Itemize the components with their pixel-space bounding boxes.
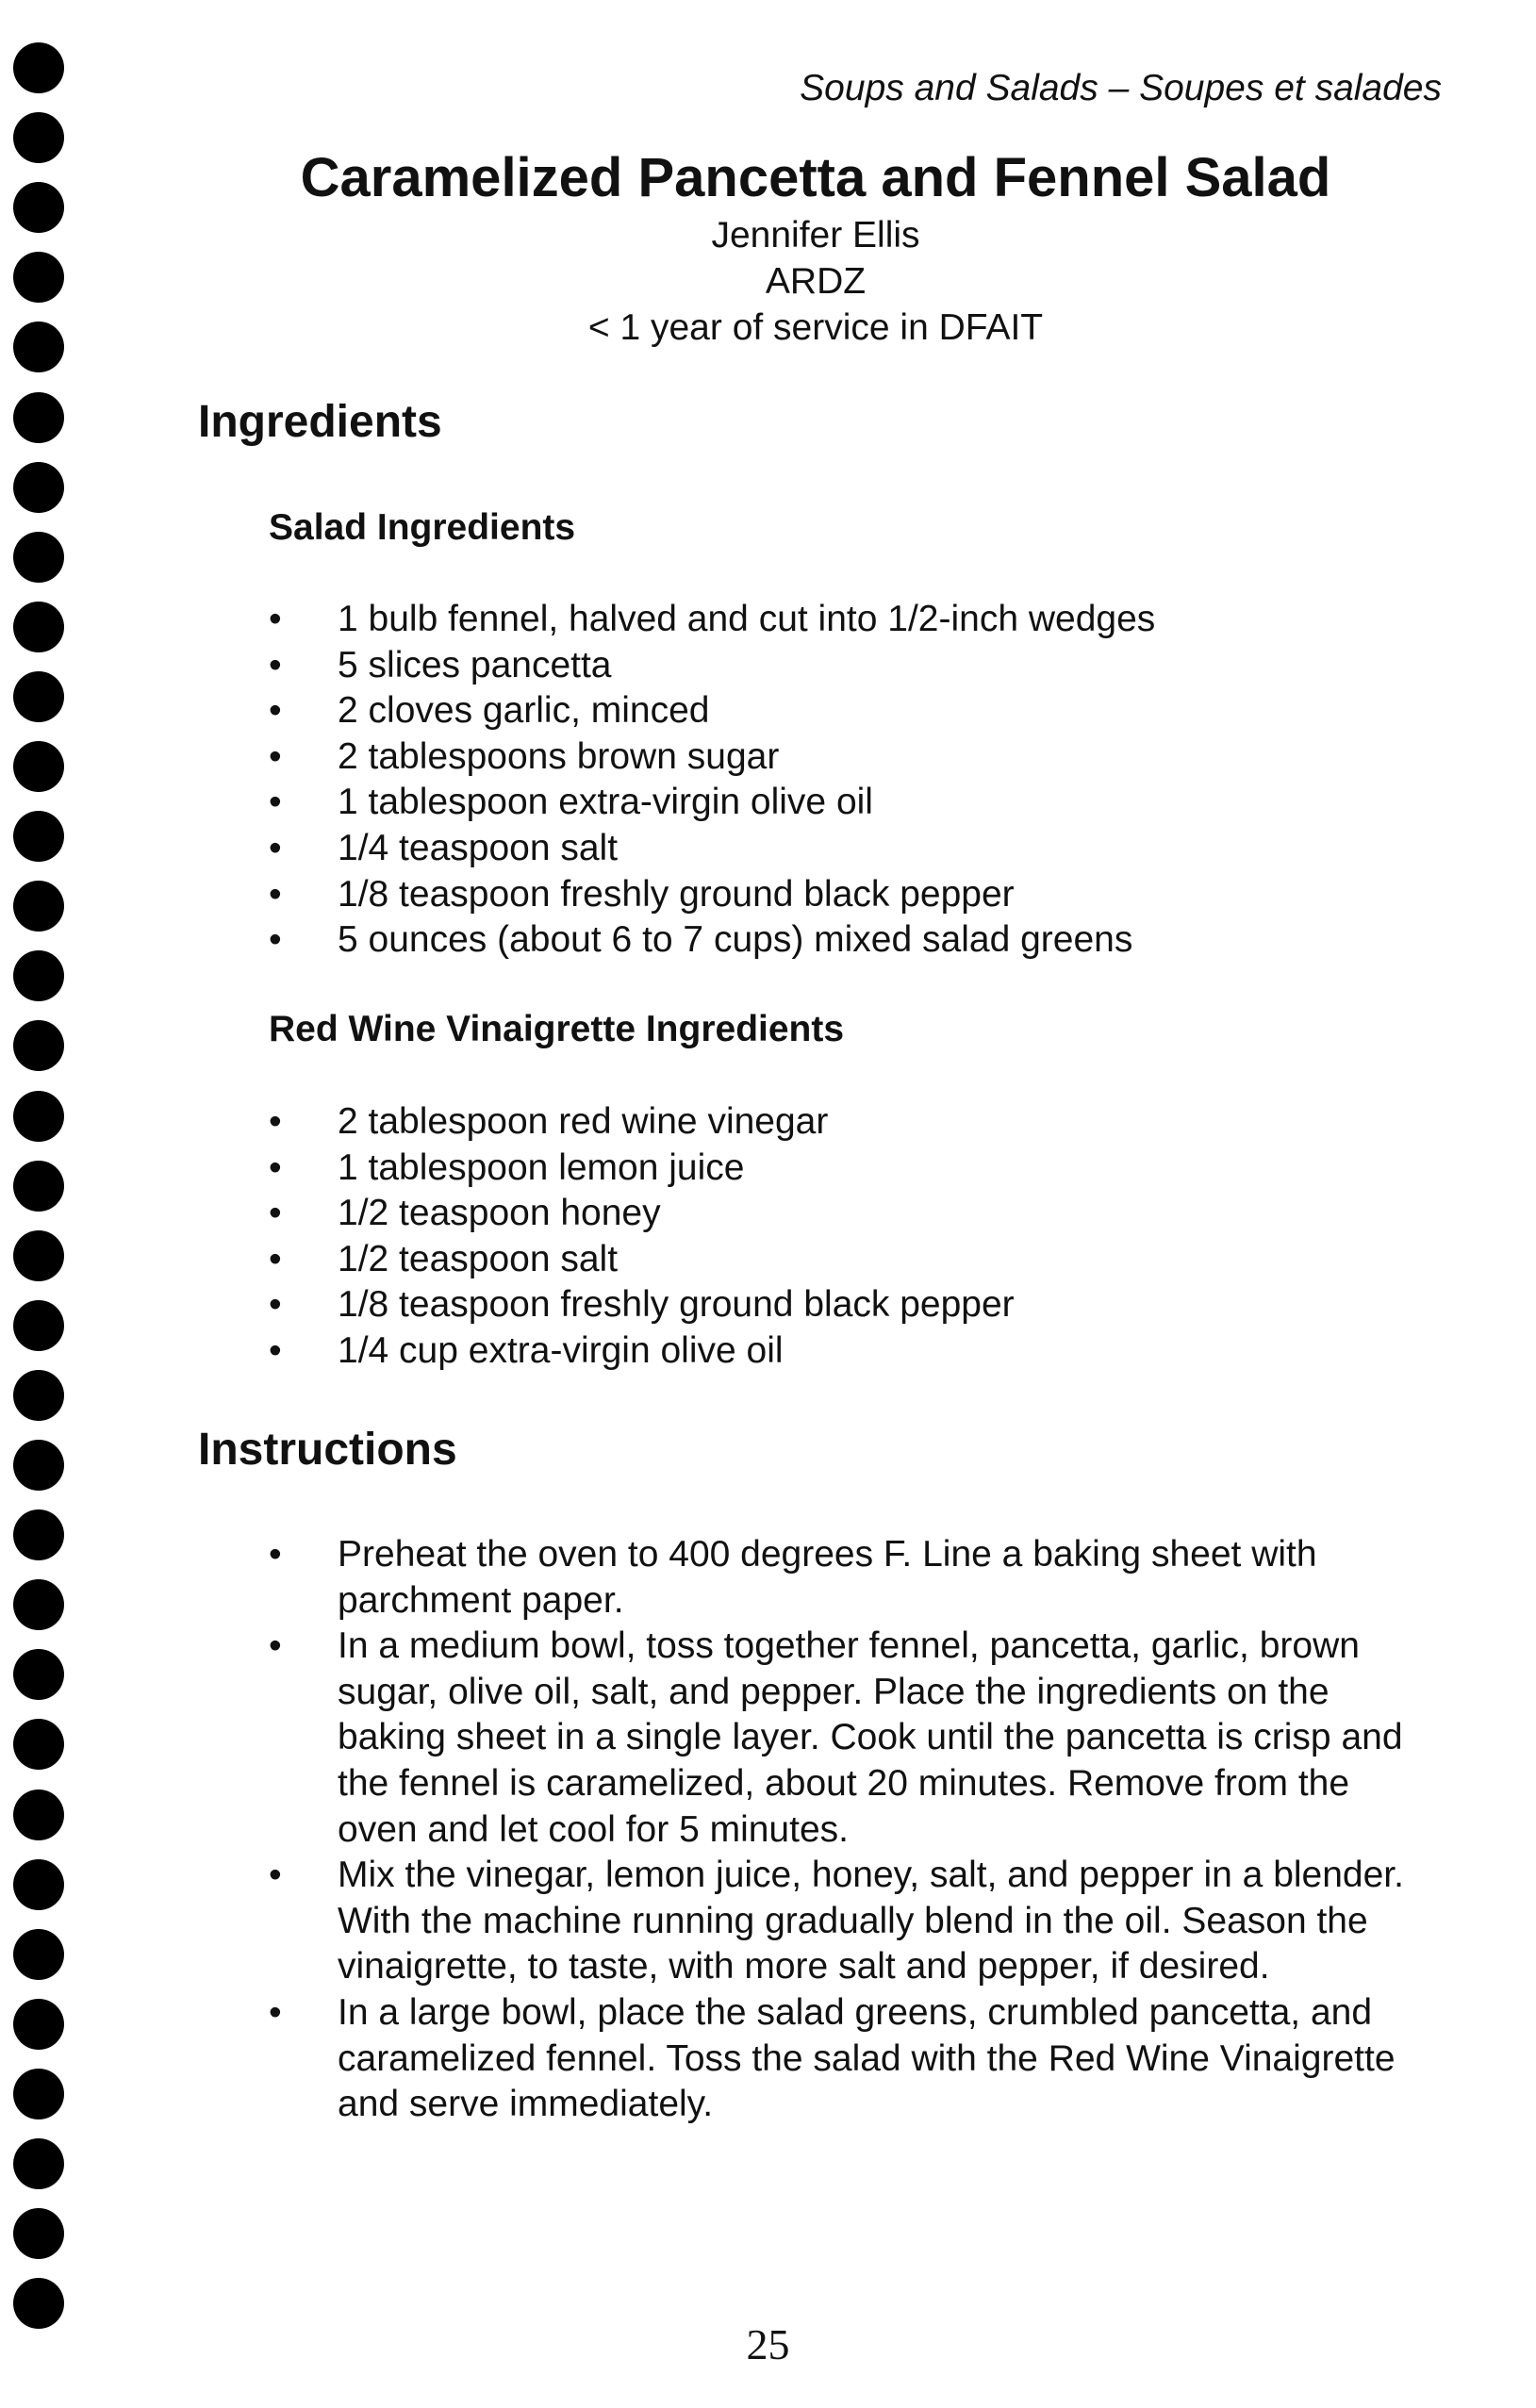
ingredient-item: • 1 bulb fennel, halved and cut into 1/2-inch wedges xyxy=(269,597,1438,643)
salad-ingredients-heading: Salad Ingredients xyxy=(269,507,576,548)
recipe-title: Caramelized Pancetta and Fennel Salad xyxy=(300,147,1331,208)
instruction-step: • In a medium bowl, toss together fennel, pancetta, garlic, brown sugar, olive oil, salt, and pepper. Place the ingredients on the baking sheet in a single layer. Cook until the pancetta is crisp and the fennel is caramelized, about 20 minutes. Remove from the oven and let cool for 5 minutes. xyxy=(269,1624,1419,1853)
binder-hole xyxy=(13,1440,64,1491)
ingredient-item: • 1 tablespoon lemon juice xyxy=(269,1146,1438,1192)
binder-hole xyxy=(13,950,64,1001)
vinaigrette-ingredient-list xyxy=(269,1099,1438,1375)
binder-hole xyxy=(13,2208,64,2259)
binder-hole xyxy=(13,112,64,163)
binder-hole xyxy=(13,42,64,93)
ingredient-item: • 1/2 teaspoon honey xyxy=(269,1191,1438,1237)
binder-hole xyxy=(13,602,64,652)
binder-hole xyxy=(13,1929,64,1980)
ingredient-item: • 2 cloves garlic, minced xyxy=(269,688,1438,734)
page-number: 25 xyxy=(746,2320,790,2368)
author-name: Jennifer Ellis xyxy=(711,215,920,256)
binder-hole xyxy=(13,182,64,233)
binder-hole xyxy=(13,1020,64,1071)
binder-hole xyxy=(13,1300,64,1351)
binder-hole xyxy=(13,1091,64,1142)
binder-hole xyxy=(13,1230,64,1281)
binder-hole xyxy=(13,392,64,443)
binder-hole xyxy=(13,462,64,513)
binder-hole xyxy=(13,1161,64,1212)
ingredient-item: • 1/4 teaspoon salt xyxy=(269,826,1438,872)
binder-hole xyxy=(13,881,64,932)
binder-hole xyxy=(13,811,64,862)
ingredient-item: • 2 tablespoon red wine vinegar xyxy=(269,1099,1438,1146)
binder-hole xyxy=(13,1790,64,1840)
binder-hole xyxy=(13,532,64,583)
binder-hole xyxy=(13,1370,64,1421)
ingredient-item: • 1/8 teaspoon freshly ground black pepper xyxy=(269,1282,1438,1328)
binder-hole xyxy=(13,322,64,372)
binder-hole xyxy=(13,671,64,722)
ingredient-item: • 1 tablespoon extra-virgin olive oil xyxy=(269,780,1438,826)
binder-hole xyxy=(13,1859,64,1910)
binder-hole xyxy=(13,1719,64,1770)
binder-hole xyxy=(13,1509,64,1560)
ingredient-item: • 5 slices pancetta xyxy=(269,643,1438,689)
instruction-step: • Mix the vinegar, lemon juice, honey, salt, and pepper in a blender. With the machine running gradually blend in the oil. Season the vinaigrette, to taste, with more salt and pepper, if desired. xyxy=(269,1853,1419,1990)
instructions-heading: Instructions xyxy=(198,1425,457,1475)
author-division: ARDZ xyxy=(765,261,867,302)
ingredient-item: • 5 ounces (about 6 to 7 cups) mixed salad greens xyxy=(269,917,1438,964)
vinaigrette-ingredients-heading: Red Wine Vinaigrette Ingredients xyxy=(269,1009,845,1049)
ingredient-item: • 1/4 cup extra-virgin olive oil xyxy=(269,1328,1438,1375)
binder-hole xyxy=(13,1999,64,2050)
instruction-step: • In a large bowl, place the salad greens, crumbled pancetta, and caramelized fennel. Toss the salad with the Red Wine Vinaigrette and serve immediately. xyxy=(269,1990,1419,2128)
service-years: < 1 year of service in DFAIT xyxy=(587,307,1044,348)
instruction-steps-list xyxy=(269,1532,1419,2128)
binder-hole xyxy=(13,2138,64,2189)
binder-hole xyxy=(13,741,64,792)
binder-hole xyxy=(13,1649,64,1700)
ingredients-heading: Ingredients xyxy=(198,397,442,447)
binder-hole xyxy=(13,252,64,303)
ingredient-item: • 1/2 teaspoon salt xyxy=(269,1237,1438,1283)
binder-hole xyxy=(13,2069,64,2119)
instruction-step: • Preheat the oven to 400 degrees F. Line a baking sheet with parchment paper. xyxy=(269,1532,1419,1624)
title-block xyxy=(170,146,1462,351)
binding-holes xyxy=(13,0,70,2408)
salad-ingredient-list xyxy=(269,597,1438,964)
section-header: Soups and Salads – Soupes et salades xyxy=(800,68,1442,108)
ingredient-item: • 2 tablespoons brown sugar xyxy=(269,734,1438,781)
ingredient-item: • 1/8 teaspoon freshly ground black pepper xyxy=(269,872,1438,918)
binder-hole xyxy=(13,1579,64,1630)
